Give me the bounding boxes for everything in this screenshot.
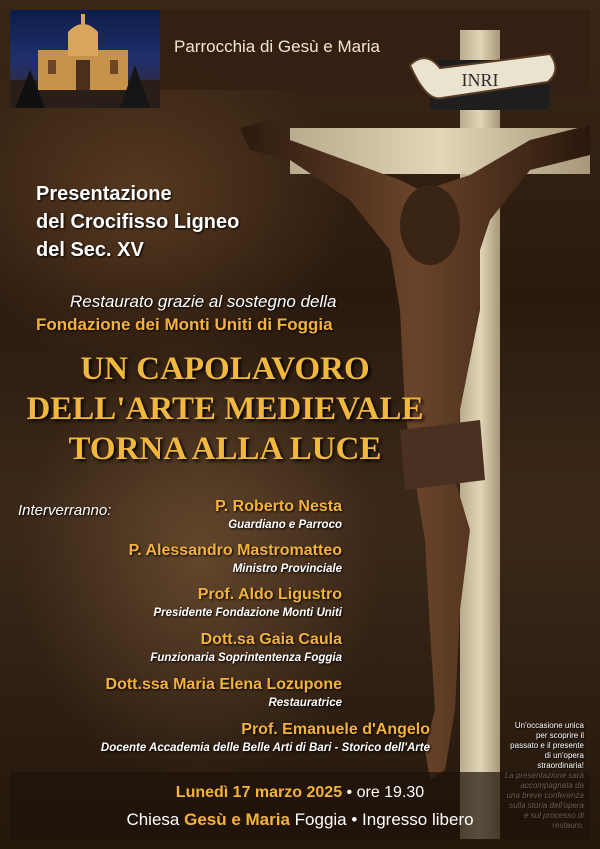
speaker-entry xyxy=(215,497,342,533)
church-photo xyxy=(10,10,160,108)
speaker-role: Docente Accademia delle Belle Arti di Bari - Storico dell'Arte xyxy=(100,742,430,754)
speaker-name: P. Alessandro Mastromatteo xyxy=(128,542,342,559)
speaker-name: Prof. Emanuele d'Angelo xyxy=(241,721,430,738)
headline-line: TORNA ALLA LUCE xyxy=(68,431,382,467)
inri-inscription: INRI xyxy=(461,70,499,90)
foundation-name: Fondazione dei Monti Uniti di Foggia xyxy=(36,315,333,334)
speaker-role: Presidente Fondazione Monti Uniti xyxy=(153,607,342,619)
event-datetime xyxy=(10,784,590,802)
speaker-entry xyxy=(129,541,342,577)
speaker-role: Ministro Provinciale xyxy=(232,563,342,575)
headline-line: UN CAPOLAVORO xyxy=(80,351,370,387)
headline-line: DELL'ARTE MEDIEVALE xyxy=(26,391,424,427)
speaker-role: Guardiano e Parroco xyxy=(228,519,342,531)
title-line: del Sec. XV xyxy=(36,239,144,261)
church-name: Gesù e Maria xyxy=(184,810,290,829)
restoration-subtitle: Restaurato grazie al sostegno della xyxy=(70,292,337,311)
note-line: per scoprire il xyxy=(535,731,584,740)
speaker-role: Restauratrice xyxy=(268,697,342,709)
poster-frame xyxy=(10,10,590,839)
speaker-entry xyxy=(150,630,342,666)
note-line: passato e il presente xyxy=(510,741,584,750)
speaker-entry xyxy=(106,675,342,711)
speaker-name: Prof. Aldo Ligustro xyxy=(197,586,342,603)
note-line: di un'opera xyxy=(544,751,584,760)
speakers-intro: Interverranno: xyxy=(18,502,112,519)
location-prefix: Chiesa xyxy=(126,810,185,829)
event-location xyxy=(10,810,590,830)
title-line: del Crocifisso Ligneo xyxy=(36,211,240,233)
note-line: straordinaria! xyxy=(537,761,584,770)
event-time: • ore 19.30 xyxy=(342,784,425,801)
parish-name: Parrocchia di Gesù e Maria xyxy=(174,37,380,56)
speaker-name: Dott.sa Gaia Caula xyxy=(200,631,342,648)
speaker-role: Funzionaria Soprintentenza Foggia xyxy=(150,652,342,664)
note-line: Un'occasione unica xyxy=(514,721,584,730)
speaker-name: Dott.ssa Maria Elena Lozupone xyxy=(105,676,342,693)
presentation-title xyxy=(36,180,239,264)
event-date: Lunedì 17 marzo 2025 xyxy=(175,784,343,801)
speaker-entry xyxy=(101,720,430,756)
speaker-entry xyxy=(154,585,342,621)
church-illustration xyxy=(10,10,160,108)
location-suffix: Foggia • Ingresso libero xyxy=(289,810,474,829)
speaker-name: P. Roberto Nesta xyxy=(215,498,342,515)
title-line: Presentazione xyxy=(36,183,172,205)
